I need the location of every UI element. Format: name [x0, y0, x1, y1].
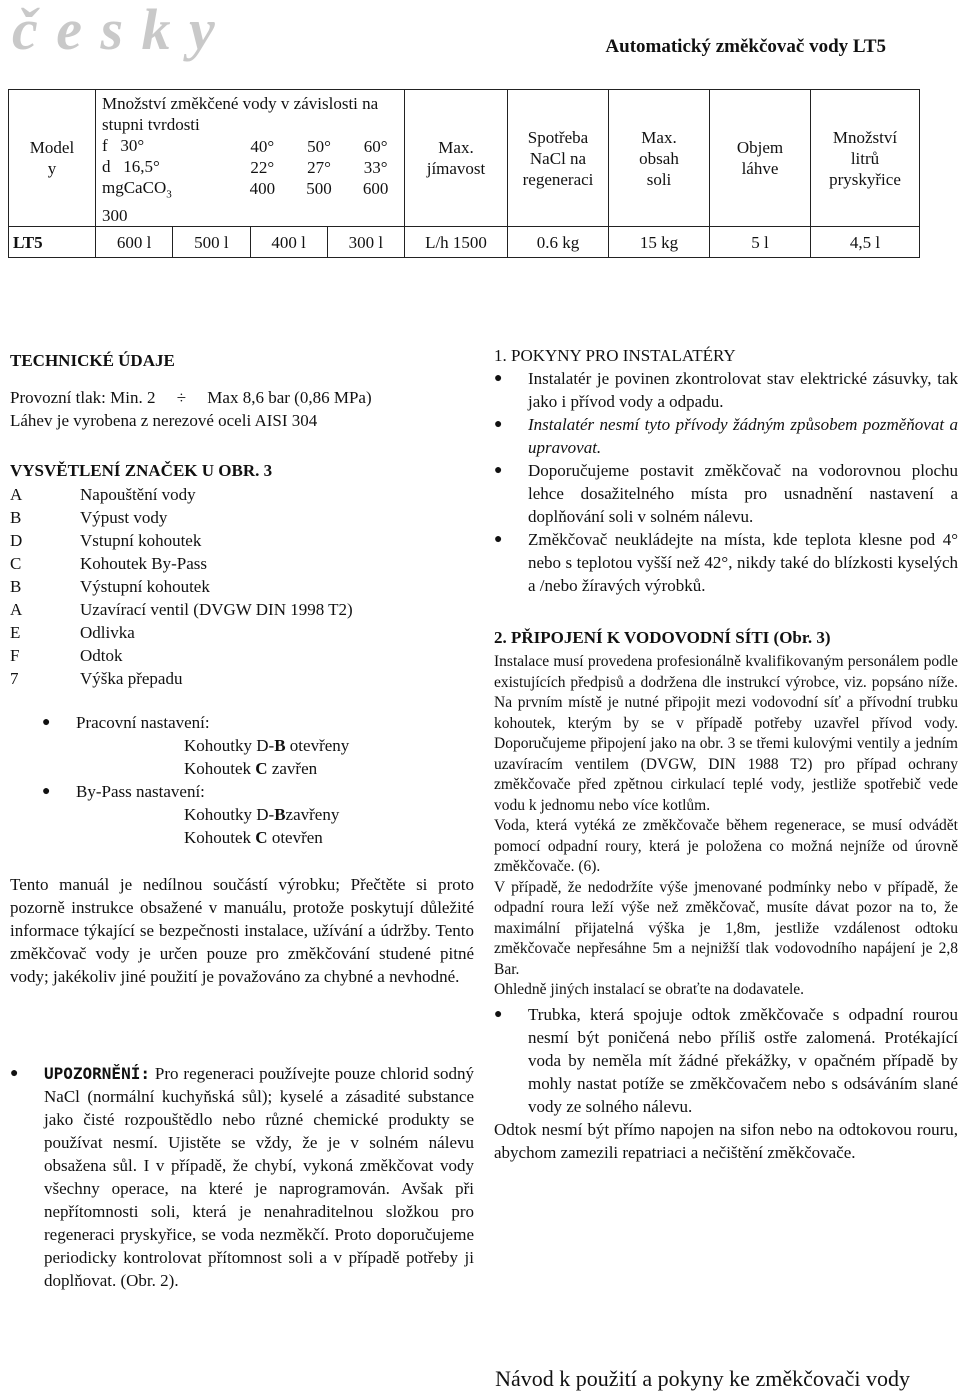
list-item: Trubka, která spojuje odtok změkčovače s odpadní rourou nesmí být poničená nebo příliš ostře zalomená. Protékající voda by neměla mít žádné překážky, v opačném případě by mohly nastat potíže se změkčovačem nebo s odsáváním slané vody ze solného nálevu. [528, 1004, 958, 1116]
model-header: Model y [9, 90, 96, 227]
connection-heading: 2. PŘIPOJENÍ K VODOVODNÍ SÍTI (Obr. 3) [494, 628, 831, 647]
tank-material: Láhev je vyrobena z nerezové oceli AISI 304 [10, 411, 318, 430]
bullet-icon: ● [494, 371, 503, 386]
mark-key: A [10, 600, 23, 619]
bullet-icon: ● [494, 463, 503, 478]
bullet-icon: ● [10, 1066, 19, 1081]
list-item: Změkčovač neukládejte na místa, kde teplota klesne pod 4° nebo s teplotou vyšší než 42°, nikdy také do blízkosti kyselých a /nebo žíravých výrobků. [528, 530, 958, 595]
connection-paragraph: Odtok nesmí být přímo napojen na sifon nebo na odtokovou rouru, abychom zamezili repatriaci a nečištění změkčovače. [494, 1119, 958, 1162]
settings-section [10, 711, 474, 849]
mark-label: Odlivka [80, 623, 135, 642]
technical-data-section [10, 349, 474, 432]
connection-paragraph: Voda, která vytéká ze změkčovače během regenerace, se musí odvádět pomocí odpadní roury, která je položena co možná nejníže od úrovně změkčovače. (6). [494, 817, 958, 875]
connection-paragraph: Ohledně jiných instalací se obraťte na dodavatele. [494, 981, 805, 998]
warning-label: UPOZORNĚNÍ: [44, 1064, 150, 1083]
nacl-usage-header: Spotřeba NaCl na regeneraci [508, 90, 609, 227]
hardness-50: 50° 27° 500 [306, 137, 332, 198]
brand-watermark: č e s k y [12, 0, 217, 62]
mark-label: Výška přepadu [80, 669, 183, 688]
mark-label: Výstupní kohoutek [80, 577, 210, 596]
bottle-volume-header: Objem láhve [710, 90, 811, 227]
marks-heading: VYSVĚTLENÍ ZNAČEK U OBR. 3 [10, 461, 273, 480]
list-item: Instalatér nesmí tyto přívody žádným způsobem pozměňovat a upravovat. [528, 415, 958, 457]
technical-data-heading: TECHNICKÉ ÚDAJE [10, 351, 175, 370]
warning-section [10, 1062, 474, 1292]
bypass-setting-label: By-Pass nastavení: [76, 782, 205, 801]
max-salt-header: Max. obsah soli [609, 90, 710, 227]
mark-key: 7 [10, 669, 19, 688]
manual-note: Tento manuál je nedílnou součástí výrobku; Přečtěte si proto pozorně instrukce obsažené v manuálu, protože poskytují důležité informace týkající se bezpečnosti instalace, užívání a údržby. Tento změkčovač vody je určen pouze pro změkčování studené pitné vody; jakékoliv jiné použití je považováno za chybné a nevhodné. [10, 875, 474, 986]
connection-section [494, 626, 958, 1164]
mark-key: A [10, 485, 23, 504]
hardness-40: 40° 22° 400 [249, 137, 276, 198]
mark-label: Odtok [80, 646, 123, 665]
mark-label: Napouštění vody [80, 485, 196, 504]
installer-section [494, 344, 958, 597]
mark-key: D [10, 531, 23, 550]
list-item: Doporučujeme postavit změkčovač na vodorovnou plochu lehce dosažitelného místa pro usnadnění nastavení a doplňování soli v solném nálevu. [528, 461, 958, 526]
work-setting-line: Kohoutek C zavřen [184, 759, 318, 778]
hardness-header: Množství změkčené vody v závislosti na stupni tvrdosti f 30° d 16,5° mgCaCO$_3$ 300 40° 22° 400 50° 27° 500 60° 33° 600 [96, 90, 405, 227]
mark-label: Výpust vody [80, 508, 168, 527]
warning-text: Pro regeneraci používejte pouze chlorid sodný NaCl (normální kuchyňská sůl); kyselé a zásadité substance jako čisté rozpouštědlo nebo různé chemické produkty se používat nesmí. Ujistěte se vždy, že je v solném nálevu obsažena sůl. I v případě, že chybí, vykoná změkčovat vody všechny operace, na které je naprogramován. Avšak při nepřítomnosti soli, která je nenahraditelnou složkou pro regeneraci pryskyřice, se voda nezměkčí. Proto doporučujeme periodicky kontrolovat přítomnost soli a v případě potřeby ji doplňovat. (Obr. 2). [44, 1064, 474, 1290]
footer-title: Návod k použití a pokyny ke změkčovači vody [495, 1366, 910, 1391]
bypass-setting-line: Kohoutek C otevřen [184, 828, 323, 847]
mark-key: B [10, 577, 22, 596]
hardness-60: 60° 33° 600 [362, 137, 389, 198]
bullet-icon: ● [494, 532, 503, 547]
resin-amount-header: Množství litrů pryskyřice [811, 90, 920, 227]
work-setting-line: Kohoutky D-B otevřeny [184, 736, 350, 755]
list-item: Instalatér je povinen zkontrolovat stav elektrické zásuvky, tak jako i přívod vody a odpadu. [528, 369, 958, 411]
bullet-icon: ● [494, 1006, 503, 1022]
specification-table [8, 89, 920, 258]
marks-section [10, 459, 474, 690]
table-row: LT5 600 l 500 l 400 l 300 l L/h 1500 0.6 kg 15 kg 5 l 4,5 l [9, 227, 920, 258]
bypass-setting-line: Kohoutky D-Bzavřeny [184, 805, 340, 824]
mark-key: F [10, 646, 20, 665]
bullet-icon: ● [494, 417, 503, 432]
connection-paragraph: V případě, že nedodržíte výše jmenované podmínky nebo v případě, že odpadní roura leží výše než změkčovač, musíte dávat pozor na to, že maximální přijatelná výška je 1,8m, jestliže vzdálenost odtoku změkčovače nepřesáhne 5m a nejnižší tlak vodovodního napájení je 2,8 Bar. [494, 878, 958, 978]
mark-key: C [10, 554, 22, 573]
mark-key: B [10, 508, 22, 527]
mark-label: Uzavírací ventil (DVGW DIN 1998 T2) [80, 600, 353, 619]
work-setting-label: Pracovní nastavení: [76, 713, 210, 732]
max-capacity-header: Max. jímavost [405, 90, 508, 227]
connection-paragraph: Instalace musí provedena profesionálně kvalifikovaným personálem podle existujících předpisů a dodržena dle instrukcí výrobce, viz. popsáno níže. Na prvním místě je nutné připojit mezi vodovodní síť a přívodní trubku kohoutek, kterým by se v případě potřeby uzavřel přívod vody. Doporučujeme připojení jako na obr. 3 se třemi kulovými ventily a jedním uzavíracím ventilem (DVGW, DIN 1988 T2) pro případ ochrany změkčovače před zpětnou cirkulací teplé vody, jestliže spotřebič vede vodu k jednomu nebo více kotlům. [494, 653, 958, 814]
bullet-icon: ● [42, 784, 51, 799]
mark-label: Vstupní kohoutek [80, 531, 202, 550]
mark-label: Kohoutek By-Pass [80, 554, 208, 573]
bullet-icon: ● [42, 715, 51, 730]
document-title: Automatický změkčovač vody LT5 [605, 36, 886, 57]
installer-heading: 1. POKYNY PRO INSTALATÉRY [494, 346, 736, 365]
pressure-line: Provozní tlak: Min. 2 ÷ Max 8,6 bar (0,86 MPa) [10, 388, 372, 407]
mark-key: E [10, 623, 21, 642]
